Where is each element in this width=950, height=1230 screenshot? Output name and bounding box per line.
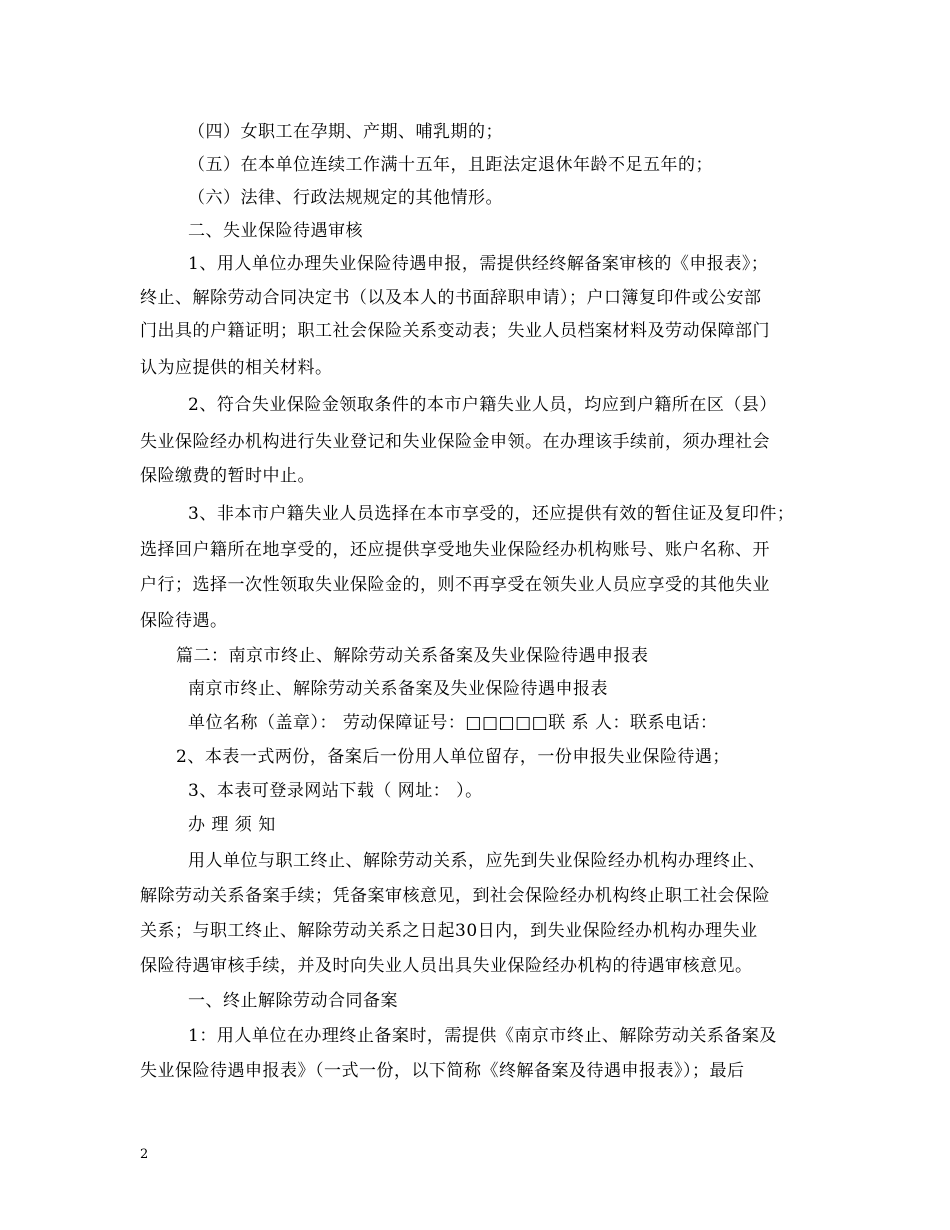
text-line: 3、非本市户籍失业人员选择在本市享受的，还应提供有效的暂住证及复印件； (188, 504, 795, 524)
text-line: （六）法律、行政法规规定的其他情形。 (188, 188, 503, 208)
section-heading: 篇二：南京市终止、解除劳动关系备案及失业保险待遇申报表 (176, 646, 649, 666)
text-line: 保险待遇审核手续，并及时向失业人员出具失业保险经办机构的待遇审核意见。 (140, 956, 753, 976)
text-line: 2、本表一式两份，备案后一份用人单位留存，一份申报失业保险待遇； (176, 747, 730, 767)
section-heading: 办 理 须 知 (188, 815, 276, 835)
text-line: 用人单位与职工终止、解除劳动关系，应先到失业保险经办机构办理终止、 (188, 851, 766, 871)
text-line: 解除劳动关系备案手续；凭备案审核意见，到社会保险经办机构终止职工社会保险 (140, 886, 770, 906)
section-heading: 二、失业保险待遇审核 (188, 221, 363, 241)
form-fields-line: 单位名称（盖章）： 劳动保障证号：□□□□□联 系 人：联系电话： (188, 713, 718, 733)
text-line: 2、符合失业保险金领取条件的本市户籍失业人员，均应到户籍所在区（县） (188, 395, 777, 415)
text-line: 关系；与职工终止、解除劳动关系之日起30日内，到失业保险经办机构办理失业 (140, 921, 758, 941)
text-line: 认为应提供的相关材料。 (140, 358, 333, 378)
text-line: 选择回户籍所在地享受的，还应提供享受地失业保险经办机构账号、账户名称、开 (140, 540, 770, 560)
text-line: 保险缴费的暂时中止。 (140, 466, 315, 486)
text-line: 失业保险经办机构进行失业登记和失业保险金申领。在办理该手续前，须办理社会 (140, 432, 770, 452)
text-line: 户行；选择一次性领取失业保险金的，则不再享受在领失业人员应享受的其他失业 (140, 575, 770, 595)
text-line: （四）女职工在孕期、产期、哺乳期的； (188, 122, 503, 142)
page-number: 2 (140, 1147, 149, 1162)
text-line: 终止、解除劳动合同决定书（以及本人的书面辞职申请）；户口簿复印件或公安部 (140, 288, 762, 308)
text-line: 3、本表可登录网站下载（ 网址： ）。 (188, 781, 483, 801)
text-line: 1、用人单位办理失业保险待遇申报，需提供经终解备案审核的《申报表》； (188, 254, 769, 274)
form-title: 南京市终止、解除劳动关系备案及失业保险待遇申报表 (188, 679, 608, 699)
text-line: 1：用人单位在办理终止备案时，需提供《南京市终止、解除劳动关系备案及 (188, 1026, 777, 1046)
text-line: 保险待遇。 (140, 611, 228, 631)
text-line: 门出具的户籍证明；职工社会保险关系变动表；失业人员档案材料及劳动保障部门 (140, 321, 770, 341)
text-line: （五）在本单位连续工作满十五年，且距法定退休年龄不足五年的； (188, 155, 713, 175)
text-line: 失业保险待遇申报表》（一式一份，以下简称《终解备案及待遇申报表》）；最后 (140, 1061, 745, 1081)
section-heading: 一、终止解除劳动合同备案 (188, 991, 398, 1011)
